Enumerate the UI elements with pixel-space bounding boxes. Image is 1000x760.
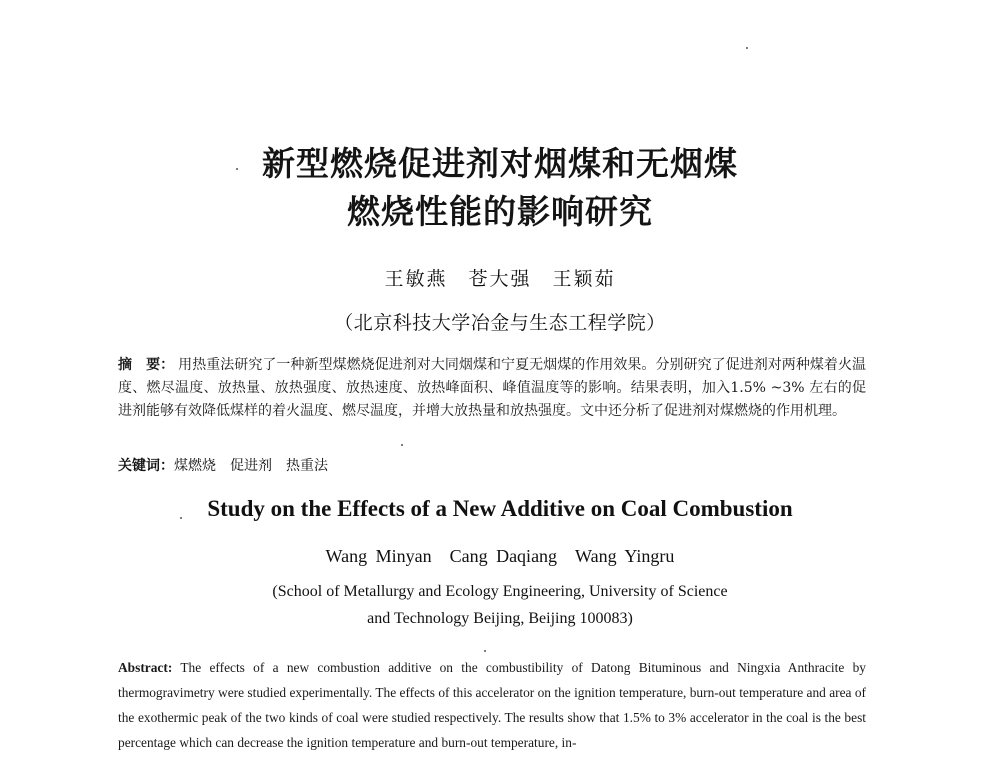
title-chinese-line-2: 燃烧性能的影响研究 [347,192,653,231]
abstract-english-text: The effects of a new combustion additive on the combustibility of Datong Bituminous and Ningxia Anthracite by thermogravimetry were studied experimentally. The effects of this accelerator on the ignition temperature, burn-out temperature and area of the exothermic peak of the two kinds of coal were studied respectively. The results show that 1.5% to 3% accelerator in the coal is the best percentage which can decrease the ignition temperature and burn-out temperature, in- [118,660,866,750]
scan-speck [746,47,748,49]
scan-speck [236,168,238,170]
keywords-chinese-label: 关键词： [118,458,174,474]
abstract-chinese [118,354,866,423]
affiliation-english-line-1: (School of Metallurgy and Ecology Engineering, University of Science [272,583,728,600]
title-chinese-line-1: 新型燃烧促进剂对烟煤和无烟煤 [262,144,738,183]
affiliation-english-line-2: and Technology Beijing, Beijing 100083) [367,610,633,627]
title-english: Study on the Effects of a New Additive on Coal Combustion [207,496,793,521]
abstract-chinese-label: 摘 要： [118,357,175,373]
abstract-chinese-text: 用热重法研究了一种新型煤燃烧促进剂对大同烟煤和宁夏无烟煤的作用效果。分别研究了促进剂对两种煤着火温度、燃尽温度、放热量、放热强度、放热速度、放热峰面积、峰值温度等的影响。结果表明，加入1.5% ~3% 左右的促进剂能够有效降低煤样的着火温度、燃尽温度，并增大放热量和放热强度。文中还分析了促进剂对煤燃烧的作用机理。 [118,357,866,419]
abstract-english-label: Abstract: [118,660,173,675]
keywords-chinese [118,455,866,477]
scan-speck [401,444,403,446]
authors-english: Wang Minyan Cang Daqiang Wang Yingru [325,546,675,566]
affiliation-chinese: （北京科技大学冶金与生态工程学院） [334,312,666,334]
keywords-chinese-text: 煤燃烧 促进剂 热重法 [174,458,328,474]
scan-speck [484,650,486,652]
scan-speck [180,517,182,519]
authors-chinese: 王敏燕 苍大强 王颖茹 [384,268,616,290]
abstract-english [118,655,866,755]
